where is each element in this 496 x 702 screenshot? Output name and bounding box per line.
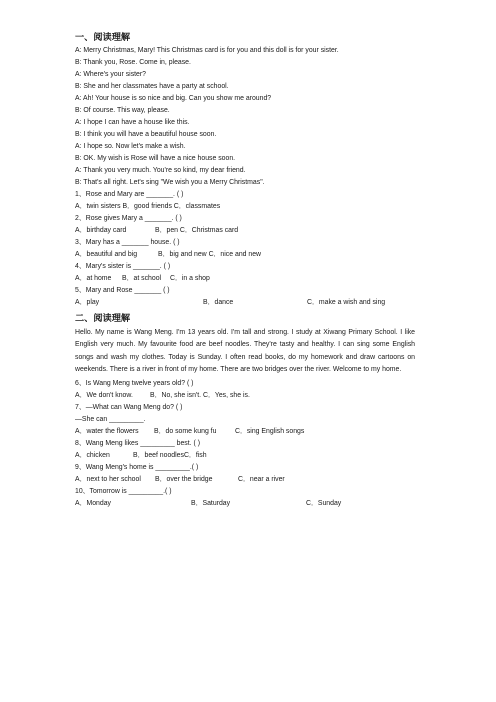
option: B．pen C．Christmas card [155,227,239,234]
dialogue-line: B: OK. My wish is Rose will have a nice house soon. [75,155,236,162]
option: A．play [75,299,100,306]
question-text: 7、—What can Wang Meng do? ( ) [75,403,183,411]
option: A．We don't know. [75,391,133,399]
question-options [75,390,436,402]
dialogue-line: B: Thank you, Rose. Come in, please. [75,59,191,66]
option: C．Sunday [306,499,342,507]
option: A．twin sisters B．good friends C．classmates [75,203,221,210]
question-text: 2、Rose gives Mary a _______. ( ) [75,215,182,222]
option: B．over the bridge [155,475,213,483]
question-options [75,498,436,510]
reading-passage: Hello. My name is Wang Meng. I'm 13 years old. I'm tall and strong. I study at Xiwang Primary School. I like English very much. My favourite food are beef noodles. They're tasty and healthy. I can sing some English songs and wash my clothes. Today is Sunday. I often read books, do my homework and draw cartoons on weekends. There is a river in front of my home. There are two bridges over the river. Welcome to my home. [75,329,415,374]
question-options [75,426,436,438]
option: A．water the flowers [75,427,139,435]
question-text: 9、Wang Meng's home is _________.( ) [75,463,199,471]
option: C．in a shop [170,275,210,282]
question-text: 5、Mary and Rose _______ ( ) [75,287,170,294]
question-2 [75,213,436,237]
dialogue-line: A: Thank you very much. You're so kind, my dear friend. [75,167,246,174]
question-stem: —She can _________. [75,415,146,423]
question-5 [75,285,436,309]
dialogue-line: B: I think you will have a beautiful house soon. [75,131,217,138]
option: B．dance [203,299,234,306]
option: B．Saturday [191,499,231,507]
question-text: 3、Mary has a _______ house. ( ) [75,239,180,246]
option: A．birthday card [75,227,127,234]
option: B．do some kung fu [154,427,217,435]
option: C．near a river [238,475,285,483]
option: A．at home [75,275,112,282]
question-6 [75,378,436,402]
question-4 [75,261,436,285]
option: A．beautiful and big [75,251,138,258]
option: C．sing English songs [235,427,305,435]
dialogue [75,45,436,189]
option: A．next to her school [75,475,141,483]
question-options [75,450,436,462]
option: B．at school [122,275,162,282]
question-options [75,249,436,261]
question-1 [75,189,436,213]
question-text: 8、Wang Meng likes _________ best. ( ) [75,439,200,447]
option: A．chicken [75,451,110,459]
option: B．beef noodlesC．fish [133,451,207,459]
dialogue-line: A: I hope I can have a house like this. [75,119,190,126]
section-1-title: 一、阅读理解 [75,32,131,42]
option: B．No, she isn't. C．Yes, she is. [150,391,250,399]
option: B．big and new C．nice and new [158,251,262,258]
question-options [75,474,436,486]
question-7 [75,402,436,438]
question-3 [75,237,436,261]
question-9 [75,462,436,486]
dialogue-line: B: That's all right. Let's sing "We wish you a Merry Christmas". [75,179,265,186]
question-text: 10、Tomorrow is _________.( ) [75,487,172,495]
question-8 [75,438,436,462]
question-text: 4、Mary's sister is _______. ( ) [75,263,171,270]
question-text: 6、Is Wang Meng twelve years old? ( ) [75,379,194,387]
option: C．make a wish and sing [307,299,386,306]
question-options [75,225,436,237]
question-10 [75,486,436,510]
dialogue-line: B: Of course. This way, please. [75,107,170,114]
dialogue-line: A: I hope so. Now let's make a wish. [75,143,186,150]
dialogue-line: B: She and her classmates have a party at school. [75,83,229,90]
question-options [75,297,436,309]
dialogue-line: A: Ah! Your house is so nice and big. Can you show me around? [75,95,272,102]
dialogue-line: A: Where's your sister? [75,71,147,78]
dialogue-line: A: Merry Christmas, Mary! This Christmas card is for you and this doll is for your sister. [75,47,339,54]
question-options [75,201,436,213]
question-options [75,273,436,285]
question-text: 1、Rose and Mary are _______. ( ) [75,191,184,198]
section-2-title: 二、阅读理解 [75,313,131,323]
option: A．Monday [75,499,112,507]
